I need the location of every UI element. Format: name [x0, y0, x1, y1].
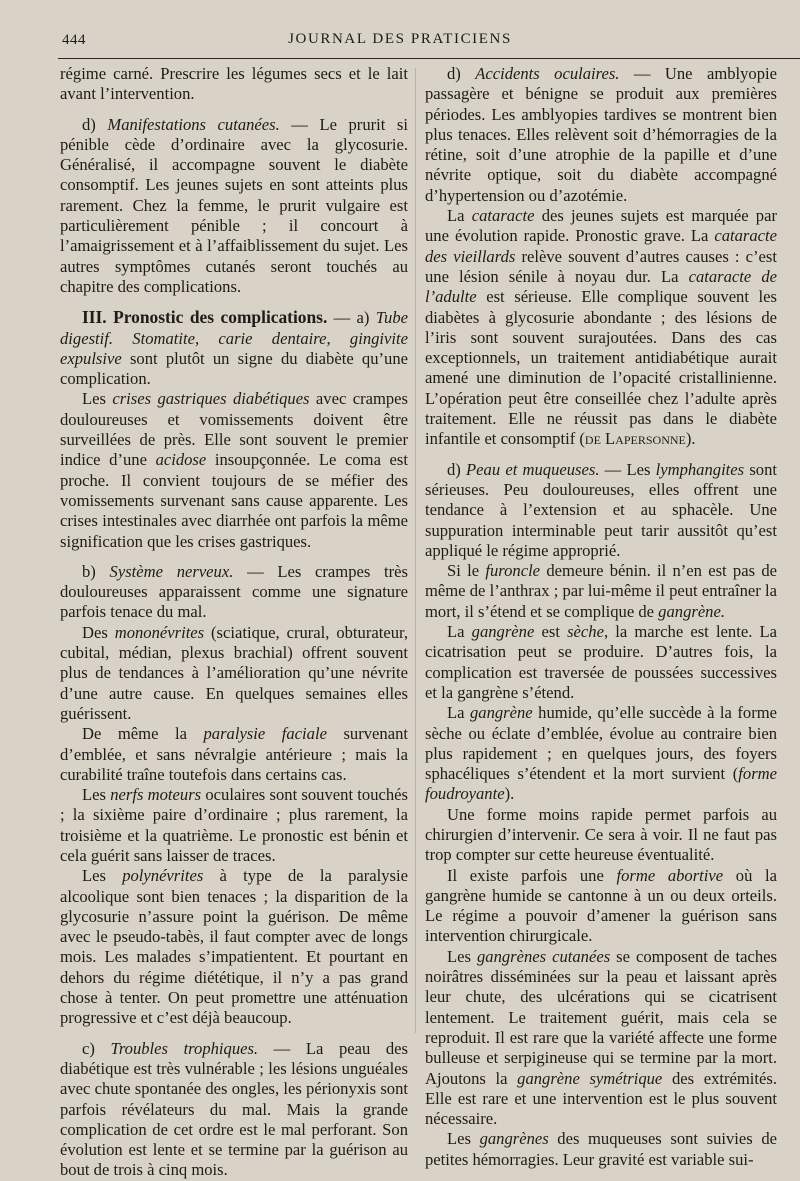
- section-heading: Manifestations cutanées.: [107, 114, 280, 134]
- section-troubles-trophiques: c) Troubles trophiques. — La peau des diabétique est très vulnérable ; les lésions unguéales avec chute spontanée des ongles, les périonyxis sont parfois révélateurs du mal. Mais la grande complication de cet ordre est le mal perforant. Son évolution est lente et se termine par la guérison au bout de trois à cinq mois.: [60, 1038, 408, 1180]
- left-column: [60, 64, 408, 1181]
- paragraph: régime carné. Prescrire les légumes secs et le lait avant l’intervention.: [60, 64, 408, 104]
- paragraph: La gangrène humide, qu’elle succède à la forme sèche ou éclate d’emblée, évolue au contraire bien plus rapidement ; en quelques jours, des foyers sphacéliques s’étendent et la mort survient (forme foudroyante).: [425, 703, 777, 804]
- paragraph: Les gangrènes cutanées se composent de taches noirâtres disséminées sur la peau et laissant après leur chute, des ulcérations qui se cicatrisent lentement. Le traitement guérit, mais cela se reproduit. Il est rare que la variété affecte une forme bulleuse et serpigineuse qui se termine par la mort. Ajoutons la gangrène symétrique des extrémités. Elle est rare et une intervention est le plus souvent nécessaire.: [425, 946, 777, 1129]
- paragraph: De même la paralysie faciale survenant d’emblée, et sans névralgie antérieure ; mais la curabilité traîne toutefois dans certains cas.: [60, 724, 408, 784]
- header-rule: [58, 58, 800, 59]
- paragraph: La cataracte des jeunes sujets est marquée par une évolution rapide. Pronostic grave. La cataracte des vieillards relève souvent d’autres causes : c’est une lésion sénile à noyau dur. La cataracte de l’adulte est sérieuse. Elle complique souvent les diabètes à glycosurie abondante ; des lésions de l’iris sont souvent surajoutées. Dans des cas exceptionnels, un traitement antidiabétique aurait amené une diminution de l’opacité cristallinienne. L’opération peut être conseillée chez l’adulte après traitement. Elle ne réussit pas dans le diabète infantile et consomptif (de Lapersonne).: [425, 206, 777, 449]
- section-pronostic-complications: III. Pronostic des complications. — a) Tube digestif. Stomatite, carie dentaire, gingivite expulsive sont plutôt un signe du diabète qu’une complication.: [60, 307, 408, 389]
- section-heading: Système nerveux.: [109, 561, 234, 581]
- section-heading: Troubles trophiques.: [110, 1038, 259, 1058]
- page-number: 444: [62, 32, 86, 48]
- paragraph: Les nerfs moteurs oculaires sont souvent touchés ; la sixième paire d’ordinaire ; plus rarement, la troisième et la quatrième. Le pronostic est bénin et cela guérit sans laisser de traces.: [60, 785, 408, 865]
- running-header: JOURNAL DES PRATICIENS: [288, 31, 512, 47]
- section-heading: III. Pronostic des complications.: [82, 307, 328, 328]
- section-heading: Accidents oculaires.: [475, 64, 620, 83]
- paragraph: Les gangrènes des muqueuses sont suivies de petites hémorragies. Leur gravité est variable sui-: [425, 1129, 777, 1169]
- right-column: [425, 64, 777, 1170]
- paragraph: Les crises gastriques diabétiques avec crampes douloureuses et vomissements doivent être surveillées de près. Elle sont souvent le premier indice d’une acidose insoupçonnée. Le coma est proche. Il convient toujours de se méfier des vomissements survenant sans cause apparente. Les crises intestinales avec diarrhée ont parfois la même signification que les crises gastriques.: [60, 389, 408, 551]
- paragraph: Les polynévrites à type de la paralysie alcoolique sont bien tenaces ; la disparition de la glycosurie n’assure point la guérison. De même avec le pseudo-tabès, il faut compter avec de longs mois. Les malades s’impatientent. Et pourtant en dehors du régime diététique, il n’y a pas grand chose à tenter. On peut promettre une atténuation progressive et c’est déjà beaucoup.: [60, 866, 408, 1028]
- section-heading: Peau et muqueuses.: [466, 459, 600, 479]
- section-peau-muqueuses: d) Peau et muqueuses. — Les lymphangites sont sérieuses. Peu douloureuses, elles offrent une tendance à l’extension et au sphacèle. Une suppuration interminable peut tarir aussitôt qu’est appliqué le régime approprié.: [425, 459, 777, 560]
- section-accidents-oculaires: d) Accidents oculaires. — Une amblyopie passagère et bénigne se produit aux premières périodes. Les amblyopies tardives se montrent bien plus tenaces. Elles relèvent soit d’hémorragies de la rétine, soit d’une atrophie de la papille et d’une névrite optique, soit du diabète accompagné d’hypertension ou d’azotémie.: [425, 64, 777, 205]
- paragraph: Des mononévrites (sciatique, crural, obturateur, cubital, médian, plexus brachial) offrent souvent plus de tendances à l’amélioration qu’une névrite d’une autre cause. En quelques semaines elles guérissent.: [60, 622, 408, 723]
- paragraph: La gangrène est sèche, la marche est lente. La cicatrisation peut se produire. D’autres fois, la complication est traversée de poussées successives et la gangrène s’étend.: [425, 622, 777, 702]
- paragraph: Si le furoncle demeure bénin. il n’en est pas de même de l’anthrax ; par lui-même il peut entraîner la mort, il s’étend et se complique de gangrène.: [425, 561, 777, 621]
- section-systeme-nerveux: b) Système nerveux. — Les crampes très douloureuses apparaissent comme une signature parfois tenace du mal.: [60, 561, 408, 622]
- column-divider: [415, 68, 416, 1033]
- paragraph: Il existe parfois une forme abortive où la gangrène humide se cantonne à un ou deux orteils. Le régime a pouvoir d’amener la guérison sans intervention chirurgicale.: [425, 865, 777, 946]
- paragraph: Une forme moins rapide permet parfois au chirurgien d’intervenir. Ce sera à voir. Il ne faut pas trop compter sur cette heureuse éventualité.: [425, 804, 777, 865]
- section-manifestations-cutanees: d) Manifestations cutanées. — Le prurit si pénible cède d’ordinaire avec la glycosurie. Généralisé, il accompagne souvent le diabète consomptif. Les jeunes sujets en sont atteints plus rarement. Chez la femme, le prurit vulgaire est particulièrement pénible ; il concourt à l’amaigrissement et à l’affaiblissement du sujet. Les autres symptômes cutanés seront touchés au chapitre des complications.: [60, 114, 408, 296]
